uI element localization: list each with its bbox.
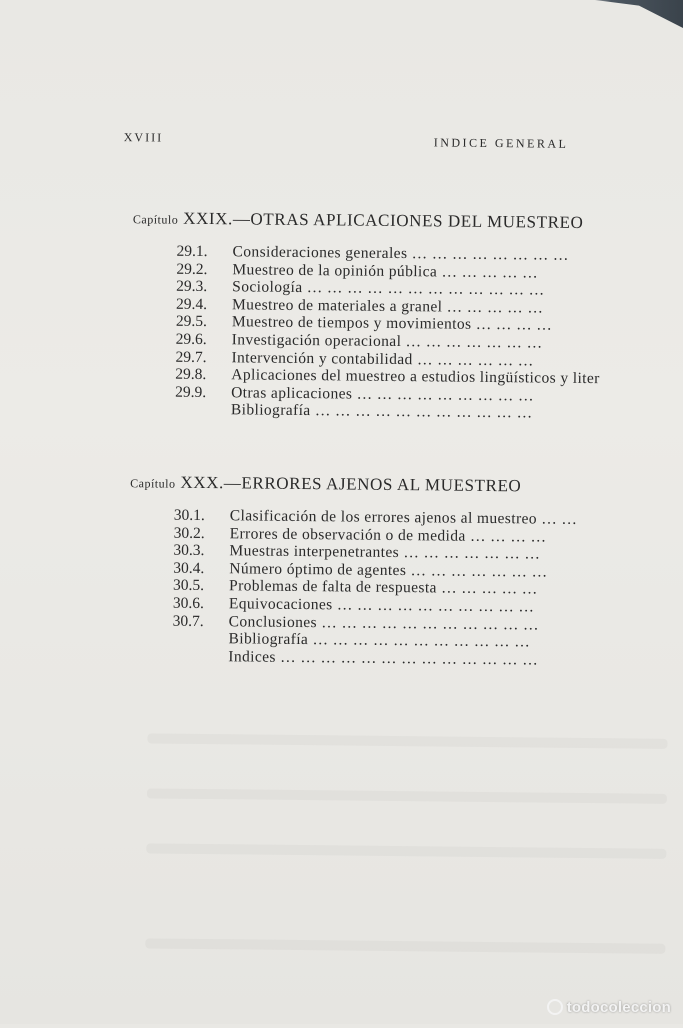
entry-title: Bibliografía … … … … … … … … … … … [228, 630, 531, 651]
entry-title: Otras aplicaciones … … … … … … … … … [231, 384, 535, 405]
entry-title: Consideraciones generales … … … … … … … … [232, 243, 569, 264]
chapter-label: Capítulo [132, 212, 179, 227]
entry-number: 29.8. [175, 365, 207, 384]
entry-title: Problemas de falta de respuesta … … … … … [229, 577, 538, 598]
chapter-section [131, 208, 683, 424]
watermark-text: todocoleccion [566, 999, 671, 1016]
chapter-heading [130, 472, 683, 498]
toc-list [131, 242, 683, 424]
page-header [124, 130, 683, 158]
chapter-section [128, 472, 683, 670]
entry-number: 29.3. [176, 277, 208, 296]
show-through-line [147, 733, 667, 748]
entry-number: 30.4. [173, 559, 205, 577]
entry-title: Aplicaciones del muestreo a estudios lingüísticos y liter [231, 366, 600, 388]
entry-number: 30.6. [172, 594, 205, 612]
entry-title: Indices … … … … … … … … … … … … … [228, 648, 539, 669]
watermark-logo-icon [547, 999, 563, 1015]
chapter-title: XXIX.—OTRAS APLICACIONES DEL MUESTREO [183, 208, 584, 232]
entry-number: 29.6. [175, 330, 207, 348]
entry-number: 29.5. [175, 313, 207, 331]
entry-number: 30.2. [173, 524, 205, 542]
entry-number: 29.4. [175, 295, 208, 313]
entry-title: Muestreo de materiales a granel … … … … … [231, 296, 544, 317]
entry-number [175, 401, 231, 402]
entry-title: Número óptimo de agentes … … … … … … … [229, 560, 548, 581]
entry-number: 29.9. [175, 383, 207, 401]
entry-title: Muestras interpenetrantes … … … … … … … [229, 542, 541, 563]
chapter-label: Capítulo [130, 476, 176, 491]
entry-number: 30.5. [173, 577, 205, 595]
entry-title: Equivocaciones … … … … … … … … … … [228, 595, 535, 616]
page-number: XVIII [123, 130, 164, 145]
entry-title: Muestreo de la opinión pública … … … … … [232, 260, 539, 282]
entry-title: Bibliografía … … … … … … … … … … … [230, 401, 533, 422]
entry-title: Errores de observación o de medida … … … … [229, 524, 547, 546]
entry-title: Muestreo de tiempos y movimientos … … … … [231, 313, 553, 335]
entry-title: Conclusiones … … … … … … … … … … … [228, 612, 540, 634]
entry-title: Clasificación de los errores ajenos al muestreo … … [229, 507, 578, 528]
chapter-heading [133, 208, 683, 234]
watermark [547, 999, 671, 1016]
chapter-title: XXX.—ERRORES AJENOS AL MUESTREO [180, 472, 522, 496]
running-title: INDICE GENERAL [433, 135, 569, 151]
entry-title: Sociología … … … … … … … … … … … … [232, 278, 545, 299]
show-through-line [145, 938, 665, 953]
entry-number: 30.3. [173, 541, 205, 560]
entry-number: 29.7. [175, 348, 207, 366]
toc-list [128, 506, 683, 670]
show-through-line [146, 843, 666, 858]
entry-number: 30.7. [172, 612, 204, 630]
entry-number: 30.1. [173, 506, 205, 525]
entry-number [173, 630, 229, 631]
entry-number: 29.2. [176, 260, 208, 278]
entry-title: Intervención y contabilidad … … … … … … [231, 348, 534, 370]
entry-title: Investigación operacional … … … … … … … [231, 331, 543, 352]
show-through-line [147, 788, 667, 803]
entry-number [172, 647, 228, 648]
entry-number: 29.1. [176, 242, 208, 261]
